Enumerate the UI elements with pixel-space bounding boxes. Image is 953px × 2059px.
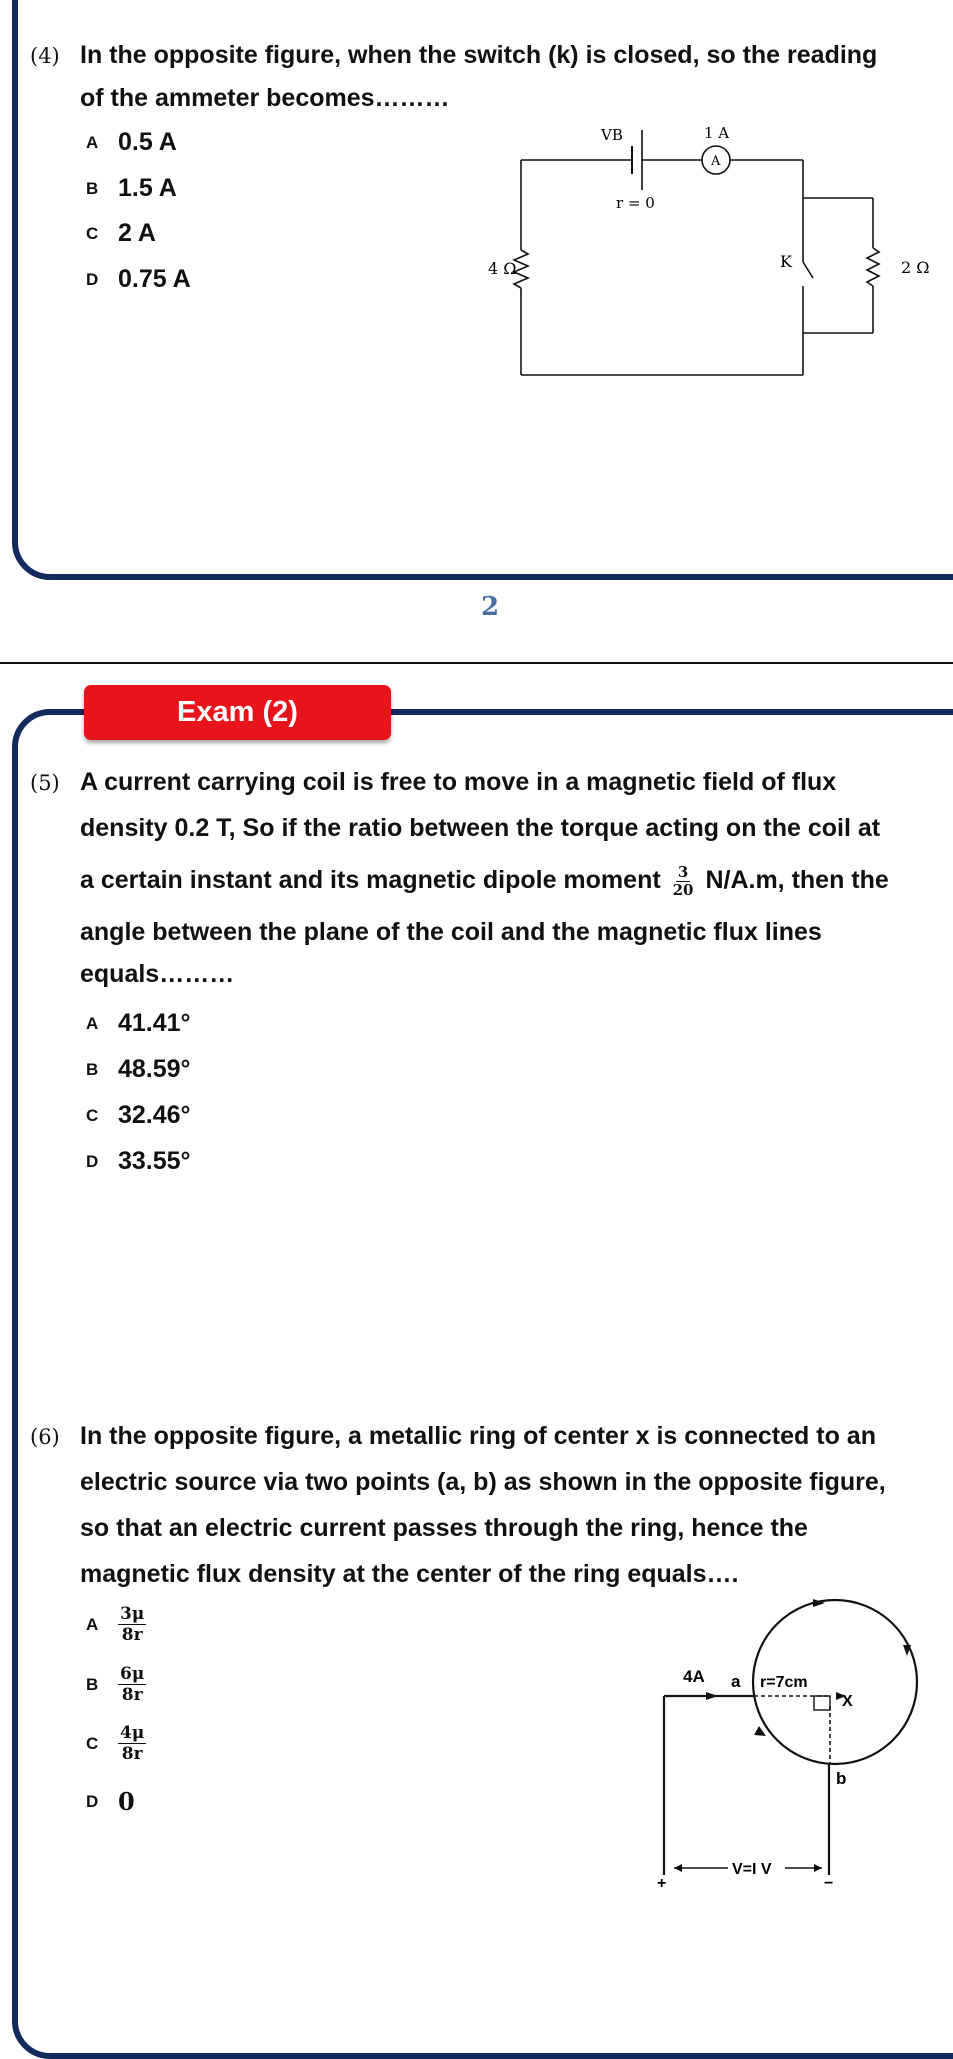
q6-ring-figure — [650, 1598, 950, 1888]
q6-option-c[interactable]: C $\frac{4\mu}{8r}$ — [86, 1723, 145, 1764]
q5-option-d[interactable]: D 33.55° — [86, 1147, 191, 1175]
q6-text — [80, 1413, 940, 1597]
q5-option-c[interactable]: C 32.46° — [86, 1101, 191, 1129]
q4-option-d[interactable]: D 0.75 A — [86, 265, 191, 293]
q5-line-4: angle between the plane of the coil and the magnetic flux lines — [80, 918, 822, 946]
q5-ratio-fraction: $\frac{3}{20}$ — [672, 862, 694, 899]
q6-minus-terminal: − — [824, 1875, 834, 1888]
q6-radius-label: r=7cm — [760, 1674, 808, 1691]
q4-text — [80, 32, 940, 118]
q5-line-3: a certain instant and its magnetic dipole moment $\frac{3}{20}$ N/A.m, then the — [80, 862, 889, 899]
q4-r2-label: 2 Ω — [901, 258, 930, 277]
q6-plus-terminal: + — [657, 1875, 667, 1888]
q5-option-b[interactable]: B 48.59° — [86, 1055, 191, 1083]
q6-line-1: In the opposite figure, a metallic ring of center x is connected to an — [80, 1422, 876, 1450]
q4-number: (4) — [30, 44, 60, 68]
q4-current-label: 1 A — [704, 124, 730, 142]
q5-line-2: density 0.2 T, So if the ratio between the torque acting on the coil at — [80, 814, 881, 842]
q4-line-2: of the ammeter becomes……… — [80, 84, 450, 112]
q6-current-label: 4A — [683, 1667, 705, 1686]
q4-vb-label: VB — [601, 126, 623, 144]
q6-option-b[interactable]: B $\frac{6\mu}{8r}$ — [86, 1664, 145, 1705]
q6-option-d[interactable]: D 0 — [86, 1787, 135, 1816]
q4-switch-label: K — [780, 252, 792, 271]
q5-option-a[interactable]: A 41.41° — [86, 1009, 191, 1037]
q4-option-c[interactable]: C 2 A — [86, 219, 156, 247]
q6-voltage-label: V=I V — [732, 1861, 772, 1878]
q4-r1-label: 4 Ω — [488, 259, 517, 278]
q4-option-a[interactable]: A 0.5 A — [86, 128, 177, 156]
page-number: 2 — [480, 592, 500, 622]
q6-number: (6) — [30, 1425, 60, 1449]
q4-ammeter-symbol: A — [711, 154, 721, 169]
q5-line-5: equals……… — [80, 960, 235, 988]
q6-line-4: magnetic flux density at the center of the ring equals…. — [80, 1560, 739, 1588]
q6-option-a[interactable]: A $\frac{3\mu}{8r}$ — [86, 1604, 145, 1645]
q6-point-b: b — [836, 1769, 847, 1788]
exam-tag: Exam (2) — [84, 685, 391, 740]
q5-number: (5) — [30, 771, 60, 795]
q4-option-b[interactable]: B 1.5 A — [86, 174, 177, 202]
q4-internal-r-label: r = 0 — [616, 194, 655, 212]
q4-line-1: In the opposite figure, when the switch (k) is closed, so the reading — [80, 41, 878, 69]
q6-center-label: X — [842, 1693, 853, 1710]
q6-line-3: so that an electric current passes through the ring, hence the — [80, 1514, 808, 1542]
q4-circuit-figure — [480, 118, 940, 388]
q5-text — [80, 759, 940, 993]
q5-line-1: A current carrying coil is free to move in a magnetic field of flux — [80, 768, 837, 796]
page-divider — [0, 662, 953, 664]
q6-line-2: electric source via two points (a, b) as shown in the opposite figure, — [80, 1468, 886, 1496]
q6-point-a: a — [731, 1672, 741, 1691]
